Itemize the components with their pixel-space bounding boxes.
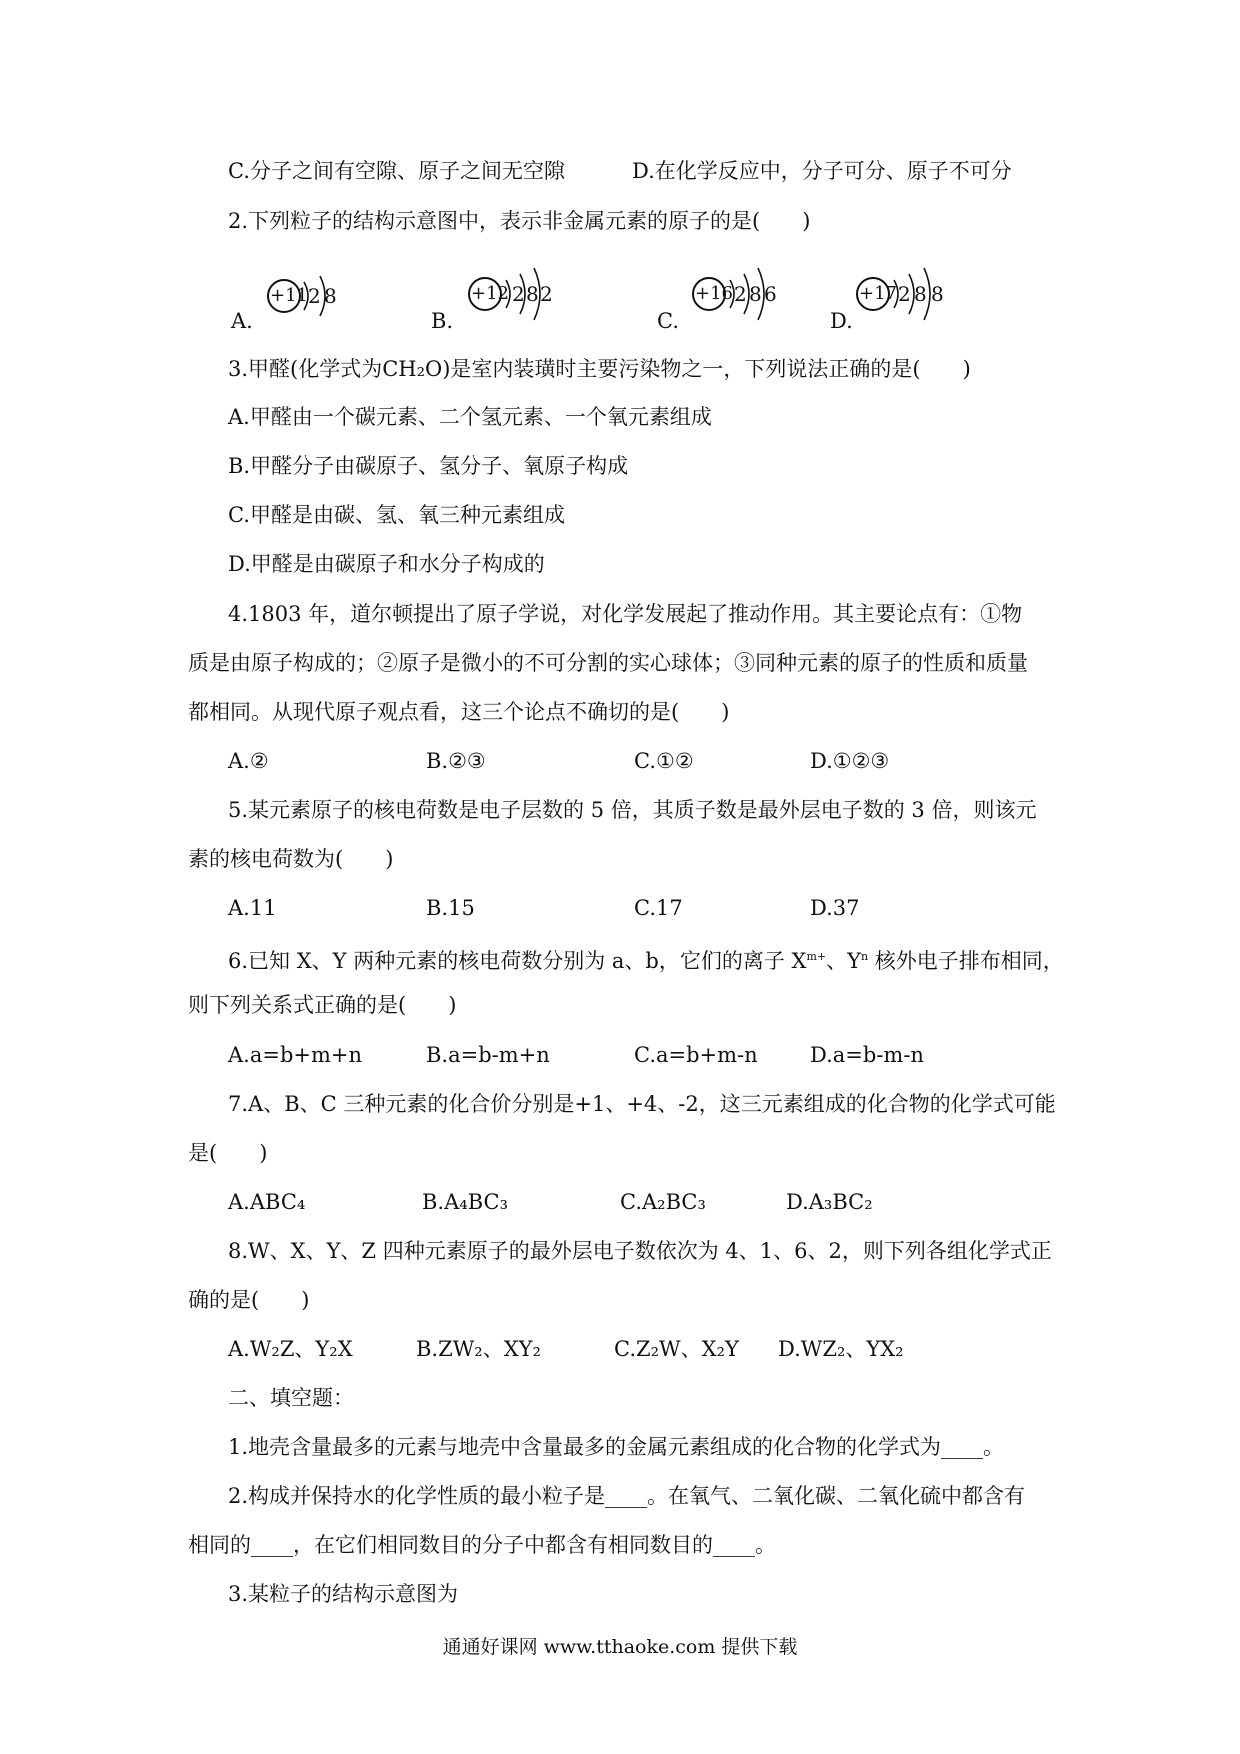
q5-stem-line-2: 素的核电荷数为( ) bbox=[188, 847, 394, 871]
q6-stem-line-1 bbox=[228, 942, 1064, 976]
q6-stem-line-2: 则下列关系式正确的是( ) bbox=[188, 993, 457, 1017]
q5-option-d: D.37 bbox=[810, 896, 860, 920]
q7-option-d: D.A₃BC₂ bbox=[786, 1190, 873, 1214]
q8-option-b: B.ZW₂、XY₂ bbox=[416, 1337, 541, 1361]
atom-diagram-c bbox=[688, 268, 828, 338]
q4-stem-line-1: 4.1803 年，道尔顿提出了原子学说，对化学发展起了推动作用。其主要论点有：①物 bbox=[228, 602, 1023, 626]
q6-superscript-y: n bbox=[861, 950, 869, 963]
q3-option-c: C.甲醛是由碳、氢、氧三种元素组成 bbox=[228, 503, 565, 527]
q4-option-d: D.①②③ bbox=[810, 749, 890, 773]
atom-diagram-a bbox=[264, 268, 404, 338]
q5-stem-line-1: 5.某元素原子的核电荷数是电子层数的 5 倍，其质子数是最外层电子数的 3 倍，则该元 bbox=[228, 798, 1037, 822]
fill-q2-line-2: 相同的____，在它们相同数目的分子中都含有相同数目的____。 bbox=[188, 1533, 776, 1557]
q6-option-b: B.a=b-m+n bbox=[426, 1043, 550, 1067]
q6-option-d: D.a=b-m-n bbox=[810, 1043, 924, 1067]
q2-option-a-letter: A. bbox=[231, 309, 253, 333]
q7-stem-line-2: 是( ) bbox=[188, 1141, 268, 1165]
fill-q3: 3.某粒子的结构示意图为 bbox=[228, 1582, 459, 1606]
q4-stem-line-3: 都相同。从现代原子观点看，这三个论点不确切的是( ) bbox=[188, 700, 730, 724]
q4-option-c: C.①② bbox=[634, 749, 694, 773]
q7-option-c: C.A₂BC₃ bbox=[620, 1190, 706, 1214]
q3-option-d: D.甲醛是由碳原子和水分子构成的 bbox=[228, 552, 545, 576]
shell-count: 8 bbox=[324, 284, 337, 308]
q8-stem-line-1: 8.W、X、Y、Z 四种元素原子的最外层电子数依次为 4、1、6、2，则下列各组化学式正 bbox=[228, 1239, 1052, 1263]
atom-diagram-d bbox=[852, 268, 992, 338]
q8-option-d: D.WZ₂、YX₂ bbox=[778, 1337, 904, 1361]
q1-option-d: D.在化学反应中，分子可分、原子不可分 bbox=[632, 159, 1012, 183]
shell-count: 8 bbox=[526, 282, 539, 306]
atom-diagram-b bbox=[462, 268, 602, 338]
nucleus-charge: +16 bbox=[695, 283, 733, 304]
q6-text-pre: 6.已知 X、Y 两种元素的核电荷数分别为 a、b，它们的离子 X bbox=[228, 949, 807, 973]
q7-stem-line-1: 7.A、B、C 三种元素的化合价分别是+1、+4、-2，这三元素组成的化合物的化学式可能 bbox=[228, 1092, 1056, 1116]
shell-count: 2 bbox=[540, 282, 553, 306]
q2-option-d-letter: D. bbox=[830, 309, 853, 333]
shell-count: 6 bbox=[764, 282, 777, 306]
fill-q1: 1.地壳含量最多的元素与地壳中含量最多的金属元素组成的化合物的化学式为____。 bbox=[228, 1435, 1005, 1459]
page-footer: 通通好课网 www.tthaoke.com 提供下载 bbox=[442, 1636, 798, 1658]
q6-text-mid: 、Y bbox=[826, 949, 861, 973]
shell-count: 2 bbox=[308, 284, 321, 308]
shell-count: 2 bbox=[898, 282, 911, 306]
q6-superscript-x: m+ bbox=[806, 950, 827, 963]
q6-option-c: C.a=b+m-n bbox=[634, 1043, 758, 1067]
q5-option-a: A.11 bbox=[228, 896, 277, 920]
section-heading: 二、填空题： bbox=[228, 1386, 354, 1410]
q4-option-a: A.② bbox=[228, 749, 269, 773]
q5-option-c: C.17 bbox=[634, 896, 683, 920]
q6-option-a: A.a=b+m+n bbox=[228, 1043, 363, 1067]
nucleus-charge: +11 bbox=[270, 285, 308, 306]
shell-count: 2 bbox=[512, 282, 525, 306]
q4-stem-line-2: 质是由原子构成的；②原子是微小的不可分割的实心球体；③同种元素的原子的性质和质量 bbox=[188, 651, 1028, 675]
q2-option-c-letter: C. bbox=[657, 309, 679, 333]
shell-count: 8 bbox=[749, 282, 762, 306]
q2-option-b-letter: B. bbox=[431, 309, 454, 333]
q3-option-a: A.甲醛由一个碳元素、二个氢元素、一个氧元素组成 bbox=[228, 405, 712, 429]
q7-option-a: A.ABC₄ bbox=[228, 1190, 306, 1214]
shell-count: 8 bbox=[931, 282, 944, 306]
shell-count: 8 bbox=[914, 282, 927, 306]
q6-text-post: 核外电子排布相同， bbox=[868, 949, 1064, 973]
q2-stem: 2.下列粒子的结构示意图中，表示非金属元素的原子的是( ) bbox=[228, 209, 811, 233]
shell-count: 2 bbox=[734, 282, 747, 306]
q3-stem: 3.甲醛(化学式为CH₂O)是室内装璜时主要污染物之一，下列说法正确的是( ) bbox=[228, 357, 971, 381]
q8-option-c: C.Z₂W、X₂Y bbox=[614, 1337, 739, 1361]
q5-option-b: B.15 bbox=[426, 896, 475, 920]
fill-q2-line-1: 2.构成并保持水的化学性质的最小粒子是____。在氧气、二氧化碳、二氧化硫中都含有 bbox=[228, 1484, 1026, 1508]
q4-option-b: B.②③ bbox=[426, 749, 486, 773]
q8-stem-line-2: 确的是( ) bbox=[188, 1288, 310, 1312]
q3-option-b: B.甲醛分子由碳原子、氢分子、氧原子构成 bbox=[228, 454, 629, 478]
q8-option-a: A.W₂Z、Y₂X bbox=[228, 1337, 353, 1361]
nucleus-charge: +12 bbox=[471, 283, 509, 304]
q1-option-c: C.分子之间有空隙、原子之间无空隙 bbox=[228, 159, 565, 183]
q7-option-b: B.A₄BC₃ bbox=[422, 1190, 508, 1214]
nucleus-charge: +17 bbox=[859, 283, 897, 304]
